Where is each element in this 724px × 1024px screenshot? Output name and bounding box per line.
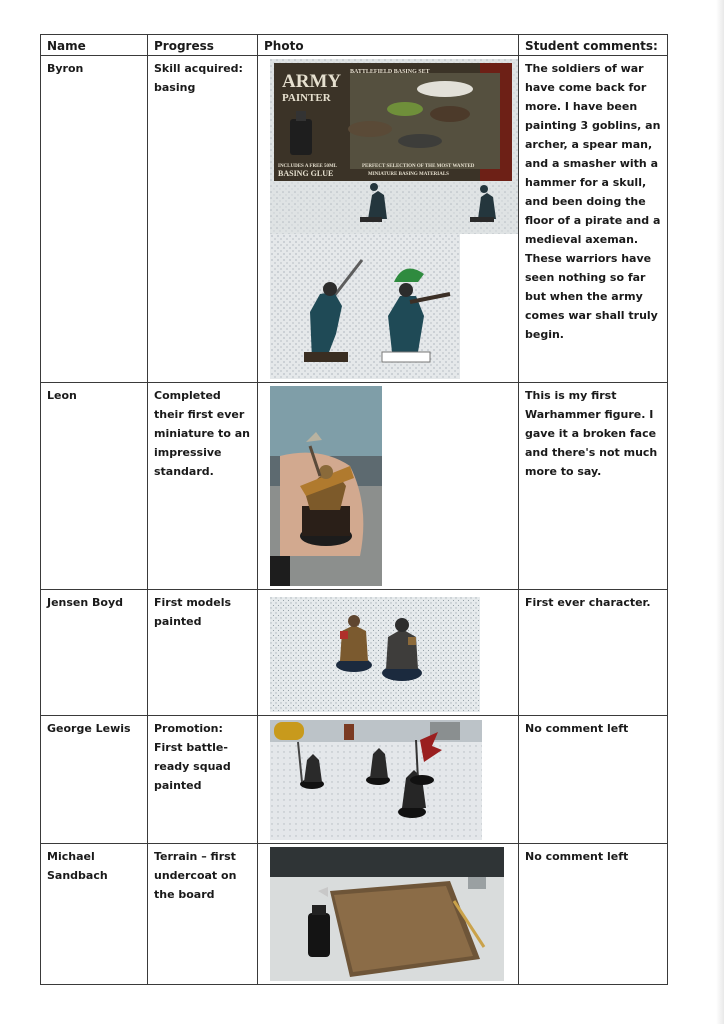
photo-cell [258,716,519,844]
box-glue-line1: INCLUDES A FREE 50ML [278,164,338,169]
progress-text: Promotion: First battle-ready squad painted [148,716,258,844]
box-tagline2: MINIATURE BASING MATERIALS [368,172,449,177]
student-name: Jensen Boyd [41,590,148,716]
student-comment: No comment left [519,716,668,844]
box-glue-line2: BASING GLUE [278,169,334,178]
progress-table [40,34,668,985]
progress-text: Terrain – first undercoat on the board [148,844,258,985]
first-models-photo [270,597,480,712]
student-comment: No comment left [519,844,668,985]
first-miniature-photo [270,386,382,586]
photo-cell [258,56,519,383]
box-tagline1: PERFECT SELECTION OF THE MOST WANTED [362,164,475,169]
photo-cell [258,844,519,985]
box-brand-line2: PAINTER [282,92,331,104]
header-name: Name [41,35,148,56]
photo-cell [258,590,519,716]
battle-squad-photo [270,720,482,840]
table-row [41,844,668,985]
table-row [41,716,668,844]
warriors-photo [270,234,460,379]
table-row [41,56,668,383]
student-comment: This is my first Warhammer figure. I gave it a broken face and there's not much more to say. [519,383,668,590]
student-comment: First ever character. [519,590,668,716]
student-comment: The soldiers of war have come back for more. I have been painting 3 goblins, an archer, a spear man, and a smasher with a hammer for a skull, and been doing the floor of a pirate and a medieval axeman. These warriors have seen nothing so far but when the army comes war shall truly begin. [519,56,668,383]
student-name: Leon [41,383,148,590]
header-row [41,35,668,56]
terrain-board-photo [270,847,504,981]
progress-text: First models painted [148,590,258,716]
table-row [41,590,668,716]
progress-text: Skill acquired: basing [148,56,258,383]
header-progress: Progress [148,35,258,56]
photo-cell [258,383,519,590]
student-name: Michael Sandbach [41,844,148,985]
header-comments: Student comments: [519,35,668,56]
progress-text: Completed their first ever miniature to an impressive standard. [148,383,258,590]
student-name: George Lewis [41,716,148,844]
student-name: Byron [41,56,148,383]
box-set-name: BATTLEFIELD BASING SET [350,69,430,75]
table-row [41,383,668,590]
header-photo: Photo [258,35,519,56]
box-brand-line1: ARMY [282,71,342,92]
page-edge-shadow [716,0,724,1024]
basing-set-photo [270,59,518,234]
